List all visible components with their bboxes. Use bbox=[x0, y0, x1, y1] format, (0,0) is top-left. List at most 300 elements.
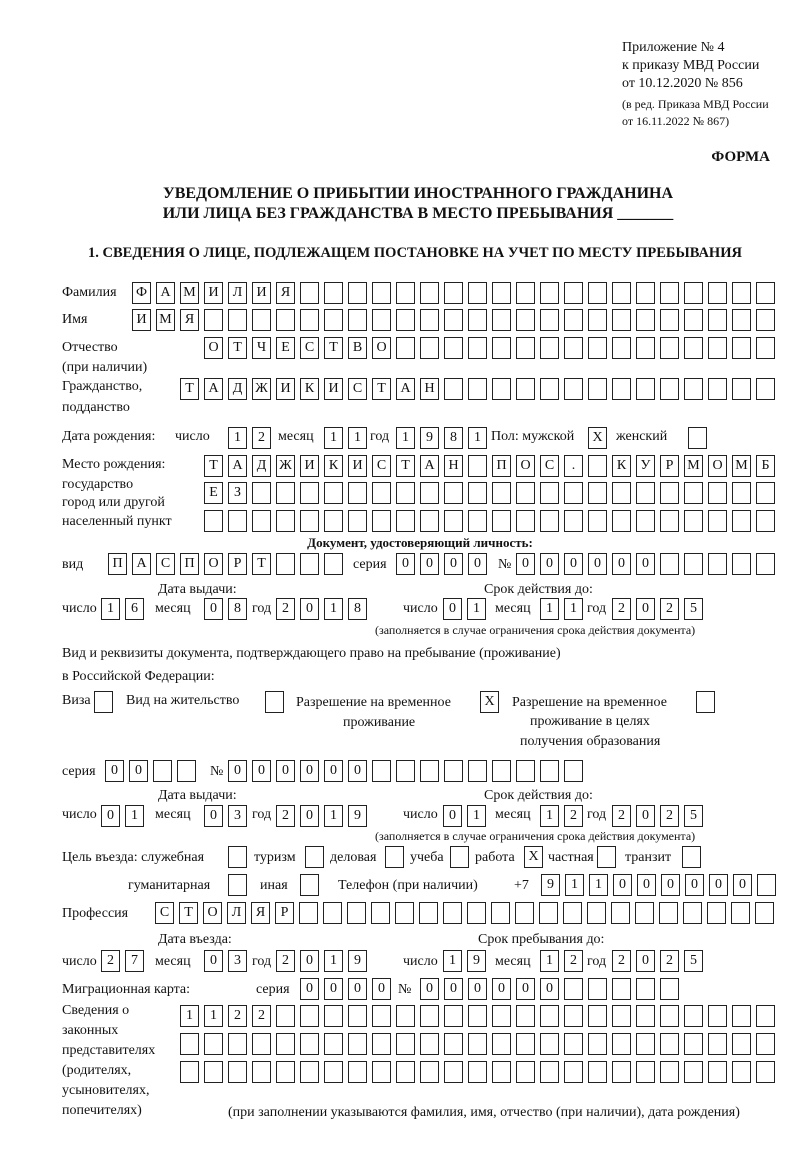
char-box-surname[interactable] bbox=[468, 282, 487, 304]
char-box-phone[interactable]: 0 bbox=[613, 874, 632, 896]
char-box-birth-month[interactable]: 1 bbox=[324, 427, 343, 449]
char-box-birth-place1[interactable]: . bbox=[564, 455, 583, 477]
char-box-birth-place2[interactable] bbox=[468, 482, 487, 504]
char-box-citizenship[interactable] bbox=[468, 378, 487, 400]
char-box-reps2[interactable] bbox=[300, 1033, 319, 1055]
char-box-reps1[interactable] bbox=[660, 1005, 679, 1027]
char-box-reps2[interactable] bbox=[444, 1033, 463, 1055]
char-box-reps3[interactable] bbox=[204, 1061, 223, 1083]
char-box-patronymic[interactable] bbox=[756, 337, 775, 359]
char-box-patronymic[interactable]: О bbox=[204, 337, 223, 359]
char-box-reps3[interactable] bbox=[612, 1061, 631, 1083]
char-box-name[interactable] bbox=[468, 309, 487, 331]
char-box-doc-kind[interactable]: О bbox=[204, 553, 223, 575]
char-box-citizenship[interactable] bbox=[564, 378, 583, 400]
char-box-citizenship[interactable] bbox=[756, 378, 775, 400]
char-box-birth-place2[interactable] bbox=[300, 482, 319, 504]
char-box-right-issue-year[interactable]: 9 bbox=[348, 805, 367, 827]
char-box-reps1[interactable] bbox=[732, 1005, 751, 1027]
char-box-profession[interactable] bbox=[371, 902, 390, 924]
char-box-doc-issue-year[interactable]: 1 bbox=[324, 598, 343, 620]
char-box-name[interactable] bbox=[732, 309, 751, 331]
char-box-phone[interactable]: 0 bbox=[661, 874, 680, 896]
char-box-birth-place1[interactable]: Р bbox=[660, 455, 679, 477]
checkbox-purpose-private[interactable] bbox=[597, 846, 616, 868]
char-box-doc-valid-year[interactable]: 5 bbox=[684, 598, 703, 620]
char-box-phone[interactable]: 0 bbox=[685, 874, 704, 896]
char-box-birth-place2[interactable] bbox=[540, 482, 559, 504]
char-box-mig-series[interactable]: 0 bbox=[372, 978, 391, 1000]
char-box-name[interactable] bbox=[444, 309, 463, 331]
char-box-birth-year[interactable]: 9 bbox=[420, 427, 439, 449]
char-box-doc-issue-month[interactable]: 8 bbox=[228, 598, 247, 620]
char-box-mig-number[interactable]: 0 bbox=[516, 978, 535, 1000]
char-box-right-issue-day[interactable]: 0 bbox=[101, 805, 120, 827]
char-box-right-issue-year[interactable]: 1 bbox=[324, 805, 343, 827]
char-box-reps2[interactable] bbox=[564, 1033, 583, 1055]
char-box-reps3[interactable] bbox=[300, 1061, 319, 1083]
char-box-birth-place3[interactable] bbox=[540, 510, 559, 532]
char-box-reps2[interactable] bbox=[708, 1033, 727, 1055]
char-box-reps2[interactable] bbox=[180, 1033, 199, 1055]
char-box-doc-number[interactable]: 0 bbox=[636, 553, 655, 575]
char-box-doc-valid-month[interactable]: 1 bbox=[540, 598, 559, 620]
char-box-birth-place3[interactable] bbox=[636, 510, 655, 532]
char-box-reps3[interactable] bbox=[420, 1061, 439, 1083]
char-box-birth-place3[interactable] bbox=[492, 510, 511, 532]
char-box-birth-place1[interactable]: К bbox=[324, 455, 343, 477]
char-box-reps3[interactable] bbox=[444, 1061, 463, 1083]
char-box-name[interactable] bbox=[588, 309, 607, 331]
char-box-reps3[interactable] bbox=[756, 1061, 775, 1083]
char-box-reps1[interactable] bbox=[300, 1005, 319, 1027]
char-box-surname[interactable] bbox=[540, 282, 559, 304]
char-box-birth-place3[interactable] bbox=[516, 510, 535, 532]
char-box-surname[interactable] bbox=[348, 282, 367, 304]
char-box-surname[interactable] bbox=[324, 282, 343, 304]
char-box-reps2[interactable] bbox=[732, 1033, 751, 1055]
char-box-patronymic[interactable] bbox=[732, 337, 751, 359]
char-box-name[interactable] bbox=[708, 309, 727, 331]
char-box-phone[interactable]: 1 bbox=[565, 874, 584, 896]
char-box-stay-day[interactable]: 9 bbox=[467, 950, 486, 972]
char-box-doc-valid-year[interactable]: 0 bbox=[636, 598, 655, 620]
char-box-surname[interactable]: И bbox=[204, 282, 223, 304]
char-box-entry-month[interactable]: 0 bbox=[204, 950, 223, 972]
char-box-mig-number[interactable] bbox=[636, 978, 655, 1000]
char-box-name[interactable] bbox=[492, 309, 511, 331]
char-box-right-series[interactable] bbox=[153, 760, 172, 782]
char-box-citizenship[interactable] bbox=[588, 378, 607, 400]
char-box-citizenship[interactable]: И bbox=[276, 378, 295, 400]
char-box-birth-place1[interactable]: Т bbox=[396, 455, 415, 477]
char-box-profession[interactable] bbox=[707, 902, 726, 924]
char-box-patronymic[interactable] bbox=[420, 337, 439, 359]
char-box-right-issue-year[interactable]: 2 bbox=[276, 805, 295, 827]
char-box-right-number[interactable]: 0 bbox=[276, 760, 295, 782]
char-box-birth-place1[interactable]: М bbox=[732, 455, 751, 477]
char-box-right-valid-year[interactable]: 2 bbox=[612, 805, 631, 827]
char-box-birth-place1[interactable]: И bbox=[348, 455, 367, 477]
char-box-doc-valid-day[interactable]: 1 bbox=[467, 598, 486, 620]
char-box-profession[interactable] bbox=[467, 902, 486, 924]
char-box-profession[interactable] bbox=[299, 902, 318, 924]
char-box-birth-place2[interactable]: З bbox=[228, 482, 247, 504]
char-box-surname[interactable]: М bbox=[180, 282, 199, 304]
char-box-citizenship[interactable] bbox=[684, 378, 703, 400]
char-box-reps1[interactable] bbox=[636, 1005, 655, 1027]
char-box-patronymic[interactable]: Ч bbox=[252, 337, 271, 359]
char-box-doc-kind[interactable] bbox=[324, 553, 343, 575]
char-box-citizenship[interactable]: Т bbox=[372, 378, 391, 400]
char-box-citizenship[interactable] bbox=[732, 378, 751, 400]
char-box-birth-day[interactable]: 2 bbox=[252, 427, 271, 449]
char-box-name[interactable] bbox=[516, 309, 535, 331]
char-box-name[interactable]: М bbox=[156, 309, 175, 331]
char-box-phone[interactable]: 0 bbox=[709, 874, 728, 896]
char-box-right-valid-day[interactable]: 1 bbox=[467, 805, 486, 827]
char-box-right-number[interactable] bbox=[396, 760, 415, 782]
char-box-reps1[interactable] bbox=[324, 1005, 343, 1027]
char-box-name[interactable] bbox=[396, 309, 415, 331]
char-box-citizenship[interactable] bbox=[708, 378, 727, 400]
char-box-patronymic[interactable] bbox=[564, 337, 583, 359]
char-box-birth-place3[interactable] bbox=[588, 510, 607, 532]
char-box-entry-day[interactable]: 2 bbox=[101, 950, 120, 972]
char-box-patronymic[interactable]: Т bbox=[324, 337, 343, 359]
char-box-surname[interactable] bbox=[684, 282, 703, 304]
char-box-doc-kind[interactable]: Т bbox=[252, 553, 271, 575]
char-box-profession[interactable] bbox=[419, 902, 438, 924]
char-box-surname[interactable] bbox=[396, 282, 415, 304]
char-box-surname[interactable] bbox=[492, 282, 511, 304]
char-box-reps1[interactable] bbox=[492, 1005, 511, 1027]
char-box-right-number[interactable] bbox=[564, 760, 583, 782]
char-box-doc-kind[interactable]: С bbox=[156, 553, 175, 575]
char-box-mig-number[interactable] bbox=[564, 978, 583, 1000]
char-box-stay-year[interactable]: 0 bbox=[636, 950, 655, 972]
char-box-doc-kind[interactable] bbox=[276, 553, 295, 575]
char-box-reps1[interactable] bbox=[396, 1005, 415, 1027]
char-box-birth-place1[interactable]: С bbox=[372, 455, 391, 477]
char-box-right-series[interactable]: 0 bbox=[129, 760, 148, 782]
char-box-surname[interactable] bbox=[444, 282, 463, 304]
char-box-doc-number[interactable] bbox=[708, 553, 727, 575]
char-box-reps3[interactable] bbox=[492, 1061, 511, 1083]
char-box-doc-issue-year[interactable]: 2 bbox=[276, 598, 295, 620]
char-box-reps1[interactable]: 1 bbox=[180, 1005, 199, 1027]
char-box-mig-number[interactable]: 0 bbox=[444, 978, 463, 1000]
char-box-name[interactable] bbox=[252, 309, 271, 331]
char-box-mig-series[interactable]: 0 bbox=[348, 978, 367, 1000]
char-box-stay-month[interactable]: 1 bbox=[540, 950, 559, 972]
char-box-birth-place3[interactable] bbox=[732, 510, 751, 532]
char-box-birth-place3[interactable] bbox=[420, 510, 439, 532]
char-box-reps3[interactable] bbox=[324, 1061, 343, 1083]
char-box-birth-place2[interactable] bbox=[708, 482, 727, 504]
char-box-profession[interactable] bbox=[539, 902, 558, 924]
char-box-reps3[interactable] bbox=[564, 1061, 583, 1083]
char-box-name[interactable] bbox=[348, 309, 367, 331]
char-box-name[interactable] bbox=[300, 309, 319, 331]
checkbox-purpose-study[interactable] bbox=[450, 846, 469, 868]
char-box-birth-place3[interactable] bbox=[276, 510, 295, 532]
char-box-phone[interactable]: 9 bbox=[541, 874, 560, 896]
char-box-reps1[interactable] bbox=[444, 1005, 463, 1027]
char-box-citizenship[interactable]: Д bbox=[228, 378, 247, 400]
char-box-birth-place3[interactable] bbox=[708, 510, 727, 532]
char-box-birth-place2[interactable] bbox=[660, 482, 679, 504]
char-box-profession[interactable] bbox=[587, 902, 606, 924]
char-box-birth-day[interactable]: 1 bbox=[228, 427, 247, 449]
char-box-entry-day[interactable]: 7 bbox=[125, 950, 144, 972]
char-box-reps1[interactable] bbox=[612, 1005, 631, 1027]
char-box-birth-place2[interactable] bbox=[444, 482, 463, 504]
char-box-right-number[interactable] bbox=[372, 760, 391, 782]
char-box-birth-place3[interactable] bbox=[372, 510, 391, 532]
char-box-surname[interactable]: Л bbox=[228, 282, 247, 304]
char-box-doc-kind[interactable]: Р bbox=[228, 553, 247, 575]
char-box-patronymic[interactable] bbox=[636, 337, 655, 359]
char-box-doc-number[interactable]: 0 bbox=[612, 553, 631, 575]
char-box-entry-year[interactable]: 2 bbox=[276, 950, 295, 972]
char-box-surname[interactable]: И bbox=[252, 282, 271, 304]
char-box-reps2[interactable] bbox=[396, 1033, 415, 1055]
char-box-profession[interactable] bbox=[683, 902, 702, 924]
char-box-doc-series[interactable]: 0 bbox=[420, 553, 439, 575]
char-box-birth-year[interactable]: 8 bbox=[444, 427, 463, 449]
char-box-reps3[interactable] bbox=[396, 1061, 415, 1083]
char-box-name[interactable] bbox=[204, 309, 223, 331]
checkbox-purpose-business[interactable] bbox=[385, 846, 404, 868]
char-box-birth-year[interactable]: 1 bbox=[468, 427, 487, 449]
char-box-birth-place2[interactable] bbox=[612, 482, 631, 504]
char-box-reps2[interactable] bbox=[372, 1033, 391, 1055]
char-box-doc-valid-month[interactable]: 1 bbox=[564, 598, 583, 620]
char-box-surname[interactable]: А bbox=[156, 282, 175, 304]
char-box-birth-place3[interactable] bbox=[228, 510, 247, 532]
char-box-birth-place1[interactable]: И bbox=[300, 455, 319, 477]
char-box-reps3[interactable] bbox=[516, 1061, 535, 1083]
char-box-right-number[interactable]: 0 bbox=[348, 760, 367, 782]
char-box-citizenship[interactable]: Н bbox=[420, 378, 439, 400]
char-box-mig-number[interactable]: 0 bbox=[540, 978, 559, 1000]
char-box-citizenship[interactable] bbox=[492, 378, 511, 400]
char-box-reps2[interactable] bbox=[612, 1033, 631, 1055]
char-box-doc-series[interactable]: 0 bbox=[468, 553, 487, 575]
char-box-doc-issue-day[interactable]: 1 bbox=[101, 598, 120, 620]
char-box-patronymic[interactable] bbox=[540, 337, 559, 359]
char-box-birth-place2[interactable] bbox=[252, 482, 271, 504]
char-box-doc-kind[interactable] bbox=[300, 553, 319, 575]
char-box-patronymic[interactable] bbox=[444, 337, 463, 359]
char-box-reps1[interactable] bbox=[348, 1005, 367, 1027]
char-box-birth-place2[interactable] bbox=[492, 482, 511, 504]
char-box-reps2[interactable] bbox=[228, 1033, 247, 1055]
char-box-doc-kind[interactable]: П bbox=[108, 553, 127, 575]
char-box-birth-place1[interactable]: К bbox=[612, 455, 631, 477]
char-box-birth-place2[interactable] bbox=[636, 482, 655, 504]
char-box-right-valid-month[interactable]: 1 bbox=[540, 805, 559, 827]
char-box-citizenship[interactable]: С bbox=[348, 378, 367, 400]
char-box-reps3[interactable] bbox=[372, 1061, 391, 1083]
char-box-reps3[interactable] bbox=[228, 1061, 247, 1083]
char-box-profession[interactable]: Т bbox=[179, 902, 198, 924]
char-box-citizenship[interactable]: Т bbox=[180, 378, 199, 400]
char-box-mig-series[interactable]: 0 bbox=[300, 978, 319, 1000]
char-box-name[interactable]: Я bbox=[180, 309, 199, 331]
char-box-right-number[interactable] bbox=[516, 760, 535, 782]
char-box-citizenship[interactable] bbox=[444, 378, 463, 400]
char-box-name[interactable] bbox=[276, 309, 295, 331]
char-box-right-number[interactable] bbox=[444, 760, 463, 782]
char-box-birth-place1[interactable]: А bbox=[228, 455, 247, 477]
char-box-reps3[interactable] bbox=[348, 1061, 367, 1083]
char-box-reps2[interactable] bbox=[684, 1033, 703, 1055]
char-box-birth-place1[interactable]: Ж bbox=[276, 455, 295, 477]
char-box-doc-valid-year[interactable]: 2 bbox=[660, 598, 679, 620]
char-box-birth-place1[interactable]: А bbox=[420, 455, 439, 477]
char-box-surname[interactable] bbox=[660, 282, 679, 304]
char-box-surname[interactable] bbox=[420, 282, 439, 304]
char-box-reps1[interactable] bbox=[420, 1005, 439, 1027]
char-box-patronymic[interactable]: О bbox=[372, 337, 391, 359]
char-box-surname[interactable] bbox=[300, 282, 319, 304]
char-box-reps3[interactable] bbox=[588, 1061, 607, 1083]
char-box-birth-place2[interactable] bbox=[516, 482, 535, 504]
char-box-doc-valid-day[interactable]: 0 bbox=[443, 598, 462, 620]
checkbox-purpose-tourism[interactable] bbox=[305, 846, 324, 868]
char-box-doc-kind[interactable]: П bbox=[180, 553, 199, 575]
char-box-birth-place2[interactable] bbox=[684, 482, 703, 504]
char-box-right-number[interactable] bbox=[420, 760, 439, 782]
char-box-reps1[interactable] bbox=[564, 1005, 583, 1027]
char-box-citizenship[interactable]: А bbox=[396, 378, 415, 400]
char-box-mig-number[interactable] bbox=[612, 978, 631, 1000]
char-box-reps3[interactable] bbox=[180, 1061, 199, 1083]
char-box-birth-place2[interactable] bbox=[588, 482, 607, 504]
char-box-name[interactable] bbox=[324, 309, 343, 331]
char-box-doc-number[interactable]: 0 bbox=[516, 553, 535, 575]
char-box-citizenship[interactable] bbox=[612, 378, 631, 400]
char-box-reps2[interactable] bbox=[636, 1033, 655, 1055]
char-box-reps2[interactable] bbox=[492, 1033, 511, 1055]
char-box-patronymic[interactable]: Т bbox=[228, 337, 247, 359]
char-box-birth-place1[interactable]: О bbox=[708, 455, 727, 477]
char-box-profession[interactable] bbox=[395, 902, 414, 924]
char-box-right-number[interactable] bbox=[540, 760, 559, 782]
char-box-right-valid-year[interactable]: 5 bbox=[684, 805, 703, 827]
char-box-surname[interactable] bbox=[564, 282, 583, 304]
char-box-birth-place1[interactable]: Б bbox=[756, 455, 775, 477]
char-box-reps1[interactable]: 2 bbox=[252, 1005, 271, 1027]
char-box-birth-place3[interactable] bbox=[204, 510, 223, 532]
char-box-mig-number[interactable]: 0 bbox=[468, 978, 487, 1000]
char-box-birth-place2[interactable] bbox=[756, 482, 775, 504]
char-box-profession[interactable]: С bbox=[155, 902, 174, 924]
char-box-phone[interactable]: 1 bbox=[589, 874, 608, 896]
char-box-reps2[interactable] bbox=[252, 1033, 271, 1055]
char-box-reps2[interactable] bbox=[588, 1033, 607, 1055]
char-box-birth-place1[interactable]: Д bbox=[252, 455, 271, 477]
char-box-right-valid-day[interactable]: 0 bbox=[443, 805, 462, 827]
char-box-doc-number[interactable] bbox=[684, 553, 703, 575]
char-box-phone[interactable]: 0 bbox=[733, 874, 752, 896]
char-box-entry-year[interactable]: 0 bbox=[300, 950, 319, 972]
char-box-entry-year[interactable]: 1 bbox=[324, 950, 343, 972]
char-box-citizenship[interactable]: А bbox=[204, 378, 223, 400]
char-box-birth-place3[interactable] bbox=[252, 510, 271, 532]
char-box-birth-place1[interactable] bbox=[588, 455, 607, 477]
char-box-birth-place3[interactable] bbox=[468, 510, 487, 532]
char-box-doc-issue-day[interactable]: 6 bbox=[125, 598, 144, 620]
char-box-stay-year[interactable]: 2 bbox=[660, 950, 679, 972]
char-box-birth-place3[interactable] bbox=[660, 510, 679, 532]
char-box-birth-place1[interactable]: Н bbox=[444, 455, 463, 477]
char-box-birth-place3[interactable] bbox=[756, 510, 775, 532]
char-box-reps2[interactable] bbox=[756, 1033, 775, 1055]
checkbox-sex-male[interactable]: X bbox=[588, 427, 607, 449]
char-box-birth-place2[interactable] bbox=[732, 482, 751, 504]
char-box-surname[interactable] bbox=[516, 282, 535, 304]
char-box-doc-issue-year[interactable]: 0 bbox=[300, 598, 319, 620]
char-box-citizenship[interactable]: И bbox=[324, 378, 343, 400]
char-box-reps1[interactable] bbox=[588, 1005, 607, 1027]
checkbox-temp-edu[interactable] bbox=[696, 691, 715, 713]
char-box-reps1[interactable]: 1 bbox=[204, 1005, 223, 1027]
char-box-stay-day[interactable]: 1 bbox=[443, 950, 462, 972]
char-box-profession[interactable]: О bbox=[203, 902, 222, 924]
char-box-profession[interactable] bbox=[347, 902, 366, 924]
char-box-reps1[interactable] bbox=[276, 1005, 295, 1027]
char-box-birth-place2[interactable] bbox=[348, 482, 367, 504]
char-box-birth-place2[interactable] bbox=[564, 482, 583, 504]
char-box-reps2[interactable] bbox=[540, 1033, 559, 1055]
char-box-reps2[interactable] bbox=[276, 1033, 295, 1055]
char-box-citizenship[interactable]: Ж bbox=[252, 378, 271, 400]
char-box-birth-place3[interactable] bbox=[324, 510, 343, 532]
char-box-citizenship[interactable] bbox=[660, 378, 679, 400]
char-box-doc-number[interactable] bbox=[756, 553, 775, 575]
char-box-doc-number[interactable]: 0 bbox=[540, 553, 559, 575]
char-box-right-issue-month[interactable]: 3 bbox=[228, 805, 247, 827]
char-box-surname[interactable]: Я bbox=[276, 282, 295, 304]
char-box-profession[interactable] bbox=[659, 902, 678, 924]
char-box-reps1[interactable] bbox=[756, 1005, 775, 1027]
char-box-birth-place1[interactable] bbox=[468, 455, 487, 477]
char-box-doc-number[interactable]: 0 bbox=[588, 553, 607, 575]
char-box-birth-place2[interactable]: Е bbox=[204, 482, 223, 504]
char-box-reps3[interactable] bbox=[660, 1061, 679, 1083]
char-box-birth-place1[interactable]: П bbox=[492, 455, 511, 477]
char-box-reps1[interactable] bbox=[516, 1005, 535, 1027]
char-box-name[interactable] bbox=[756, 309, 775, 331]
char-box-name[interactable] bbox=[636, 309, 655, 331]
char-box-right-issue-month[interactable]: 0 bbox=[204, 805, 223, 827]
char-box-birth-place1[interactable]: У bbox=[636, 455, 655, 477]
char-box-profession[interactable]: Р bbox=[275, 902, 294, 924]
char-box-patronymic[interactable] bbox=[516, 337, 535, 359]
char-box-right-number[interactable]: 0 bbox=[252, 760, 271, 782]
char-box-right-valid-month[interactable]: 2 bbox=[564, 805, 583, 827]
char-box-profession[interactable] bbox=[755, 902, 774, 924]
char-box-doc-number[interactable]: 0 bbox=[564, 553, 583, 575]
char-box-birth-place3[interactable] bbox=[348, 510, 367, 532]
char-box-name[interactable] bbox=[612, 309, 631, 331]
char-box-birth-place3[interactable] bbox=[444, 510, 463, 532]
char-box-reps1[interactable] bbox=[372, 1005, 391, 1027]
char-box-doc-series[interactable]: 0 bbox=[444, 553, 463, 575]
